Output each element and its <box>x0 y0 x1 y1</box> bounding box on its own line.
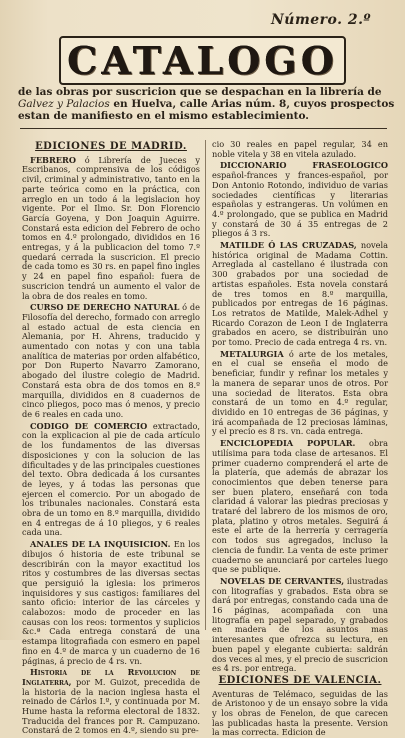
subtitle-line-2 <box>18 98 395 110</box>
entry-title: CURSO DE DERECHO NATURAL <box>30 302 180 313</box>
entry-text: novela histórica original de Madama Cottin. Arreglada al castellano é ilustrada con 300 grabados por una sociedad de artistas españoles. Esta novela constará de tres tomos en 8.º marquilla, publicados por entregas de 16 páginas. Los retratos de Matilde, Malek-Adhel y Ricardo Corazon de Leon I de Inglaterra grabados en acero, se distribuirán uno por tomo. Precio de cada entrega 4 rs. vn. <box>212 240 389 348</box>
entry-text: cio 30 reales en papel regular, 34 en noble vitela y 38 en vitela azulado. <box>212 139 388 159</box>
subtitle-line-1: de las obras por suscricion que se despachan en la librería de <box>18 86 382 98</box>
entry-text: extractado, con la explicacion al pie de cada artículo de los fundamentos de las diversas disposiciones y con la solucion de las dificultades y de las principales cuestiones del texto. Obra dedicada á los cursantes de leyes, y á todas las personas que ejercen el comercio. Por un abogado de los tribunales nacionales. Constará esta obra de un tomo en 8.º marquilla, dividido en 4 entregas de á 10 pliegos, y 6 reales cada una. <box>22 420 200 538</box>
issue-number: Número. 2.º <box>270 12 371 28</box>
entry-text: ó Librería de Jueces y Escribanos, comprensiva de los códigos civil, criminal y administrativo, tanto en la parte teórica como en la práctica, con arreglo en un todo á la legislacion hoy vigente. Por el Ilmo. Sr. Don Florencio García Goyena, y Don Joaquin Aguirre. Constará esta edicion del Febrero de ocho tomos en 4.º prolongado, divididos en 16 entregas, y á la publicacion del tomo 7.º quedará cerrada la suscricion. El precio de cada tomo es 30 rs. en papel fino ingles y 24 en papel fino español: fuera de suscricion tendrá un aumento el valor de la obra de dos reales en tomo. <box>22 154 200 301</box>
entry-text: ó arte de los metales, en el cual se enseña el modo de beneficiar, fundir y refinar los metales y la manera de separar unos de otros. Por una sociedad de literatos. Esta obra constará de un tomo en 4.º regular, dividido en 10 entregas de 36 páginas, y irá acompañada de 12 preciosas láminas, y el precio es 8 rs. vn. cada entrega. <box>212 348 388 437</box>
left-column <box>22 140 201 736</box>
catalog-entry <box>212 690 388 738</box>
entry-title: Historia de la Revolucion de Inglaterra, <box>22 667 200 687</box>
entry-title: ANALES DE LA INQUISICION. <box>30 539 171 550</box>
entry-text: En los dibujos ó historia de este tribunal se describirán con la mayor exactitud los ritos y costumbres de las diversas sectas que persiguió la iglesia: los primeros inquisidores y sus castigos: familiares del santo oficio: interior de las cárceles y calabozos: modo de proceder en las causas con los reos: tormentos y suplicios &c.ª Cada entrega constará de una estampa litografiada con esmero en papel fino en 4.º de marca y un cuaderno de 16 páginas, á precio de 4 rs. vn. <box>22 539 200 666</box>
catalog-entry <box>22 668 200 736</box>
section-heading-madrid: EDICIONES DE MADRID. <box>35 141 187 152</box>
handwritten-bookseller: Galvez y Palacios <box>18 98 110 110</box>
catalog-entry <box>212 439 388 575</box>
catalog-title-text: CATALOGO <box>59 36 346 85</box>
entry-text: español-frances y frances-español, por Don Antonio Rotondo, individuo de varias sociedades científicas y literarias españolas y estrangeras. Un volúmen en 4.º prolongado, que se publica en Madrid y constará de 30 á 35 entregas de 2 pliegos á 3 rs. <box>212 170 388 239</box>
catalog-entry <box>22 303 200 419</box>
entry-title: DICCIONARIO FRASEOLOGICO <box>220 160 388 171</box>
entry-text: ó de Filosofía del derecho, formado con arreglo al estado actual de esta ciencia en Alemania, por H. Ahrens, traducido y aumentado con notas y con una tabla analítica de materias por orden alfabético, por Don Ruperto Navarro Zamorano, abogado del ilustre colegio de Madrid. Constará esta obra de dos tomos en 8.º marquilla, divididos en 8 cuadernos de cinco pliegos, poco mas ó menos, y precio de 6 reales en cada uno. <box>22 302 201 419</box>
column-divider <box>205 140 206 630</box>
entry-title: MATILDE Ó LAS CRUZADAS, <box>220 240 357 251</box>
header-rule <box>20 128 387 129</box>
right-entries <box>212 140 388 674</box>
catalog-entry <box>212 350 388 437</box>
subtitle-line-3: estan de manifiesto en el mismo establecimiento. <box>18 110 309 122</box>
entry-title: FEBRERO <box>30 154 76 165</box>
entry-title: CODIGO DE COMERCIO <box>30 420 148 431</box>
catalog-entry <box>212 161 388 239</box>
catalog-title <box>0 36 405 85</box>
catalog-entry <box>212 140 388 159</box>
catalog-entry <box>22 422 200 538</box>
catalog-entry <box>22 540 200 666</box>
right-entries-valencia <box>212 690 388 738</box>
section-heading-valencia: EDICIONES DE VALENCIA. <box>218 674 382 686</box>
catalog-entry <box>22 156 200 302</box>
left-entries <box>22 156 200 736</box>
entry-text: por M. Guizot, precedida de la historia de la nacion inglesa hasta el reinado de Cárlos I.º, y continuada por M. Hume hasta la reforma electoral de 1832. Traducida del frances por R. Campuzano. Constará de 2 tomos en 4.º, siendo su pre- <box>22 676 200 736</box>
entry-title: NOVELAS DE CERVANTES, <box>220 575 345 586</box>
catalog-entry <box>212 577 388 674</box>
catalog-entry <box>212 241 388 348</box>
entry-title: ENCICLOPEDIA POPULAR. <box>220 438 356 449</box>
right-column <box>212 139 389 738</box>
entry-text: ilustradas con litografías y grabados. Esta obra se dará por entregas, constando cada una de 16 páginas, acompañada con una litografía en papel separado, y grabados en madera de los asuntos mas interesantes que ofrezca su lectura, en buen papel y elegante cubierta: saldrán dos veces al mes, y el precio de suscricion es 4 rs. por entrega. <box>212 575 388 674</box>
entry-title: METALURGIA <box>220 348 284 359</box>
subtitle-line-2-text: en Huelva, calle Arias núm. 8, cuyos prospectos <box>113 98 395 110</box>
entry-text: obra utilísima para toda clase de artesanos. El primer cuaderno comprenderá el arte de la platería, que además de abrazar los conocimientos que deben tenerse para ser buen platero, enseñará con toda claridad á valorar las piedras preciosas y trataré del labrero de los mismos de oro, plata, platino y otros metales. Seguirá á este el arte de la herrería y cerragería con todos sus agregados, incluso la ciencia de fundir. La venta de este primer cuaderno se anunciará por carteles luego que se publique. <box>212 438 388 575</box>
entry-text: Aventuras de Telémaco, seguidas de las de Aristonoo y de un ensayo sobre la vida y los obras de Fenelon, de que carecen las publicadas hasta la presente. Version la mas correcta. Edicion de <box>212 688 388 738</box>
